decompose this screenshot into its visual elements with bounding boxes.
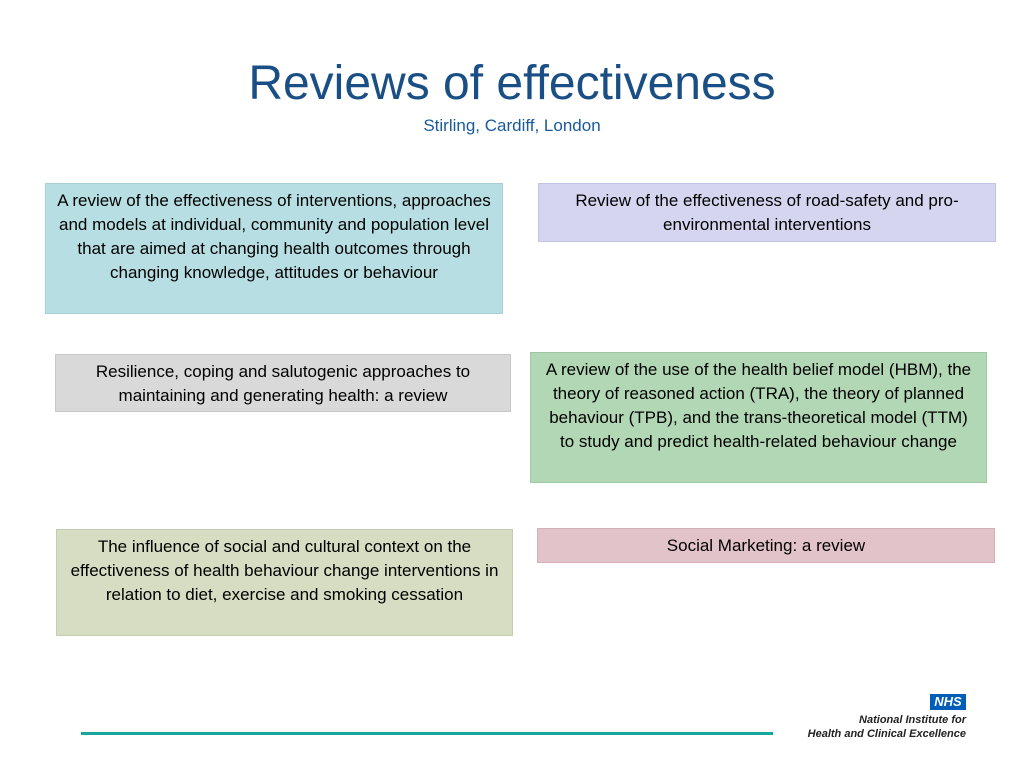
review-box-social-marketing: Social Marketing: a review bbox=[537, 528, 995, 563]
review-box-health-belief-model: A review of the use of the health belief model (HBM), the theory of reasoned action (TRA), the theory of planned behaviour (TPB), and the trans-theoretical model (TTM) to study and predict health-related behaviour change bbox=[530, 352, 987, 483]
logo-text-line1: National Institute for bbox=[859, 714, 966, 726]
logo-text-line2: Health and Clinical Excellence bbox=[807, 728, 966, 740]
slide-title: Reviews of effectiveness bbox=[248, 57, 776, 110]
nice-logo bbox=[808, 694, 968, 744]
review-box-interventions: A review of the effectiveness of interventions, approaches and models at individual, community and population level that are aimed at changing health outcomes through changing knowledge, attitudes or behaviour bbox=[45, 183, 503, 314]
slide-subtitle: Stirling, Cardiff, London bbox=[423, 116, 601, 135]
nhs-logo-badge: NHS bbox=[930, 694, 966, 710]
review-box-road-safety: Review of the effectiveness of road-safety and pro-environmental interventions bbox=[538, 183, 996, 242]
footer-divider bbox=[81, 732, 773, 735]
review-box-social-cultural-context: The influence of social and cultural context on the effectiveness of health behaviour change interventions in relation to diet, exercise and smoking cessation bbox=[56, 529, 513, 636]
review-box-resilience: Resilience, coping and salutogenic approaches to maintaining and generating health: a review bbox=[55, 354, 511, 412]
